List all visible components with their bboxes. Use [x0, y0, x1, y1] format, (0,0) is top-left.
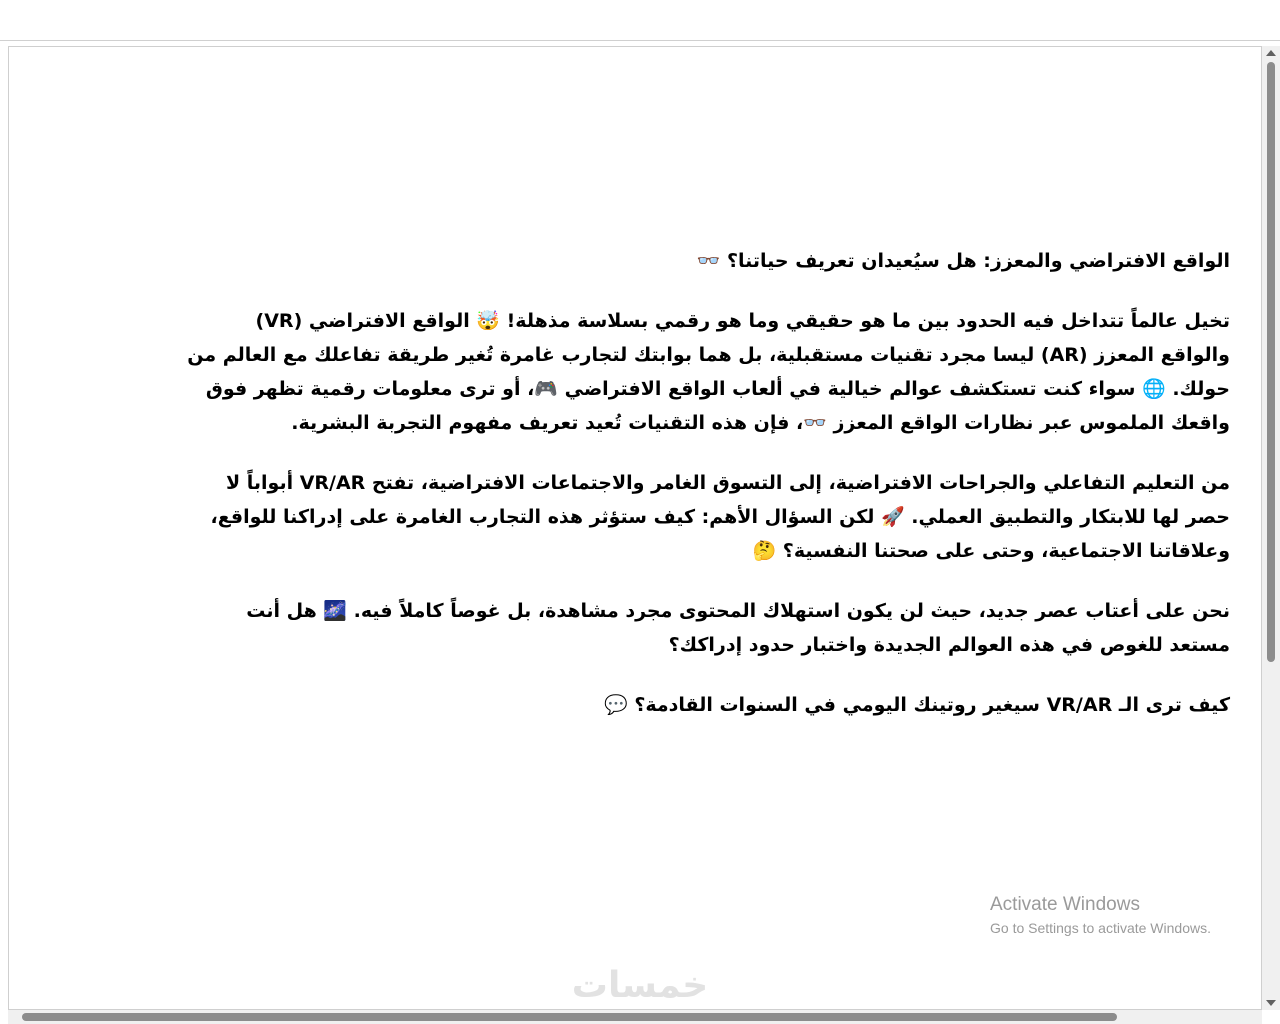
article-paragraph-4: كيف ترى الـ VR/AR سيغير روتينك اليومي في السنوات القادمة؟ 💬 — [604, 694, 1230, 716]
horizontal-scroll-thumb[interactable] — [22, 1013, 1117, 1021]
article-paragraph-2: من التعليم التفاعلي والجراحات الافتراضية، إلى التسوق الغامر والاجتماعات الافتراضية، تفتح VR/AR أبواباً لا حصر لها للابتكار والتطبيق العملي. 🚀 لكن السؤال الأهم: كيف ستؤثر هذه التجارب الغامرة على إدراكنا للواقع، وعلاقاتنا الاجتماعية، وحتى على صحتنا النفسية؟ 🤔 — [210, 472, 1230, 562]
vertical-scrollbar[interactable] — [1262, 46, 1280, 1010]
vertical-scroll-thumb[interactable] — [1267, 62, 1275, 662]
article-body — [180, 244, 1230, 748]
article-title: الواقع الافتراضي والمعزز: هل سيُعيدان تعريف حياتنا؟ 👓 — [696, 250, 1230, 272]
khamsat-logo: خمسات — [571, 965, 709, 1006]
top-toolbar — [0, 0, 1280, 41]
watermark-title: Activate Windows — [990, 894, 1140, 915]
watermark-subtitle: Go to Settings to activate Windows. — [990, 920, 1211, 936]
article-paragraph-3: نحن على أعتاب عصر جديد، حيث لن يكون استهلاك المحتوى مجرد مشاهدة، بل غوصاً كاملاً فيه. 🌌 هل أنت مستعد للغوص في هذه العوالم الجديدة واختبار حدود إدراكك؟ — [246, 600, 1230, 656]
article-paragraph-1: تخيل عالماً تتداخل فيه الحدود بين ما هو حقيقي وما هو رقمي بسلاسة مذهلة! 🤯 الواقع الافتراضي (VR) والواقع المعزز (AR) ليسا مجرد تقنيات مستقبلية، بل هما بوابتك لتجارب غامرة تُغير طريقة تفاعلك مع العالم من حولك. 🌐 سواء كنت تستكشف عوالم خيالية في ألعاب الواقع الافتراضي 🎮، أو ترى معلومات رقمية تظهر فوق واقعك الملموس عبر نظارات الواقع المعزز 👓، فإن هذه التقنيات تُعيد تعريف مفهوم التجربة البشرية. — [187, 310, 1230, 434]
scroll-down-icon[interactable] — [1266, 1000, 1276, 1006]
horizontal-scrollbar[interactable] — [8, 1010, 1262, 1024]
activation-watermark — [990, 893, 1211, 939]
scroll-up-icon[interactable] — [1266, 50, 1276, 56]
